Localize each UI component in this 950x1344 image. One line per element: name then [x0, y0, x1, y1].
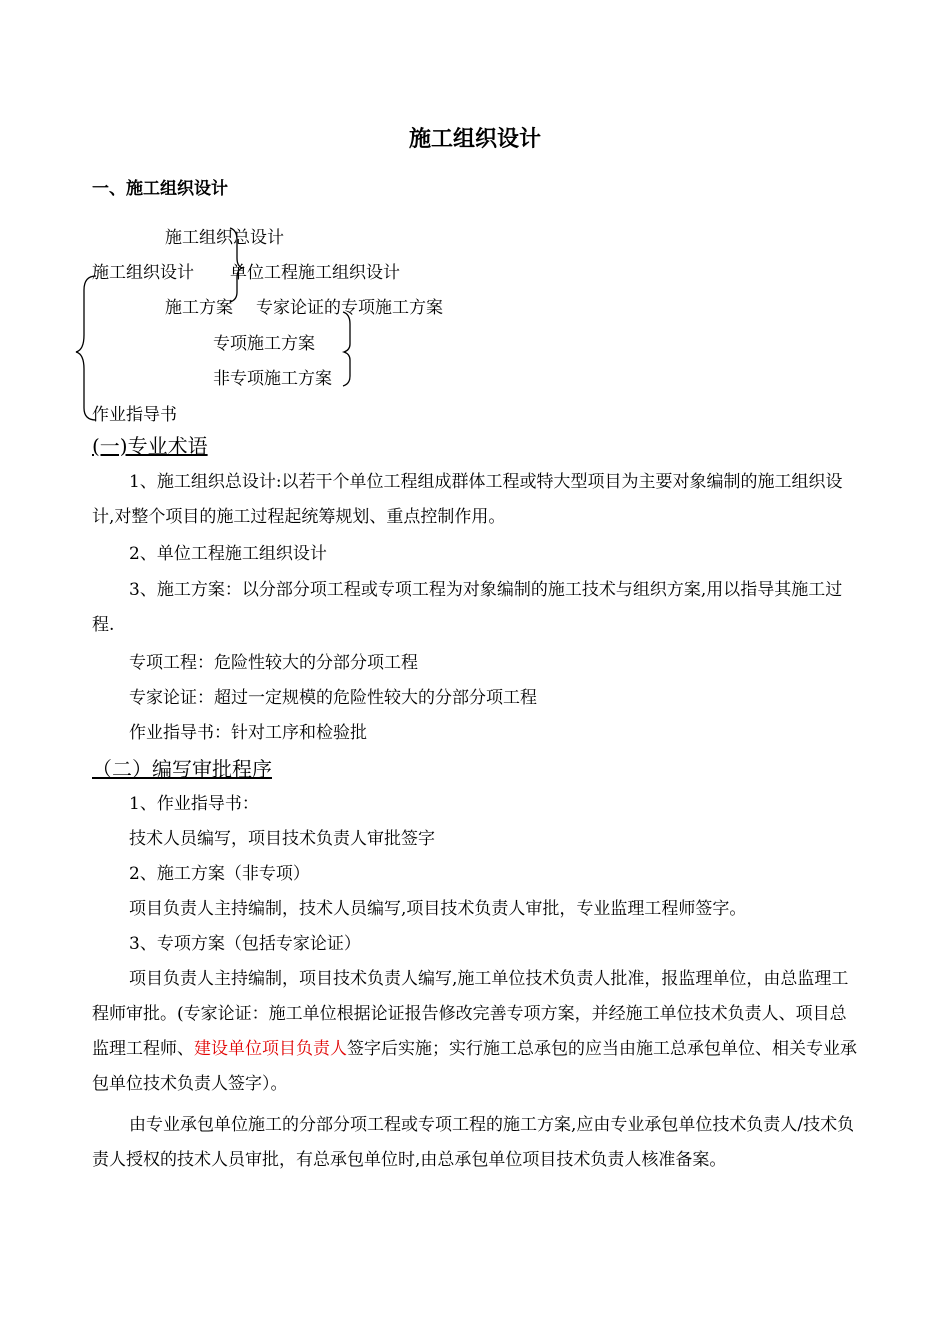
diagram-guide: 作业指导书 — [92, 405, 177, 425]
approval-l2: 技术人员编写，项目技术负责人审批签字 — [129, 829, 435, 849]
diagram-plan: 施工方案 — [165, 298, 233, 318]
approval-p6-red: 建设单位项目负责人 — [194, 1039, 347, 1059]
diagram-unit: 单位工程施工组织设计 — [230, 263, 400, 283]
terms-p4: 专项工程：危险性较大的分部分项工程 — [129, 653, 418, 673]
approval-p6 — [92, 962, 862, 1102]
terms-p5: 专家论证：超过一定规模的危险性较大的分部分项工程 — [129, 688, 537, 708]
diagram-expert: 专家论证的专项施工方案 — [256, 298, 443, 318]
approval-p6-b: 签字后实施；实行施工总承包的应当由施工总承包单位、相关专业承包单位技术负责人签字）。 — [92, 1039, 857, 1094]
approval-l1: 1、作业指导书： — [129, 794, 259, 814]
approval-p7: 由专业承包单位施工的分部分项工程或专项工程的施工方案,应由专业承包单位技术负责人/技术负责人授权的技术人员审批，有总承包单位时,由总承包单位项目技术负责人核准备案。 — [92, 1115, 855, 1170]
approval-l5: 3、专项方案（包括专家论证） — [129, 934, 361, 954]
approval-l4: 项目负责人主持编制，技术人员编写,项目技术负责人审批，专业监理工程师签字。 — [129, 899, 747, 919]
sub-brace-2 — [343, 312, 350, 386]
approval-p6-a: 项目负责人主持编制，项目技术负责人编写,施工单位技术负责人批准，报监理单位，由总监理工程师审批。(专家论证：施工单位根据论证报告修改完善专项方案，并经施工单位技术负责人、项目总监理工程师、 — [92, 969, 849, 1059]
diagram-total: 施工组织总设计 — [165, 228, 284, 248]
diagram-root: 施工组织设计 — [92, 263, 194, 283]
approval-heading: （二）编写审批程序 — [92, 757, 272, 781]
brace-lines — [0, 0, 950, 440]
terms-p6: 作业指导书：针对工序和检验批 — [129, 723, 367, 743]
page-title: 施工组织设计 — [408, 126, 541, 152]
diagram-special: 专项施工方案 — [213, 334, 315, 354]
terms-p1: 1、施工组织总设计:以若干个单位工程组成群体工程或特大型项目为主要对象编制的施工组织设计,对整个项目的施工过程起统筹规划、重点控制作用。 — [92, 472, 843, 527]
terms-p3: 3、施工方案：以分部分项工程或专项工程为对象编制的施工技术与组织方案,用以指导其施工过程. — [92, 580, 843, 635]
approval-l3: 2、施工方案（非专项） — [129, 864, 310, 884]
main-brace — [76, 276, 96, 420]
section-heading-1: 一、施工组织设计 — [92, 179, 228, 199]
terms-p2: 2、单位工程施工组织设计 — [129, 544, 327, 564]
diagram-nonspecial: 非专项施工方案 — [213, 369, 332, 389]
terms-heading: (一)专业术语 — [92, 434, 208, 458]
